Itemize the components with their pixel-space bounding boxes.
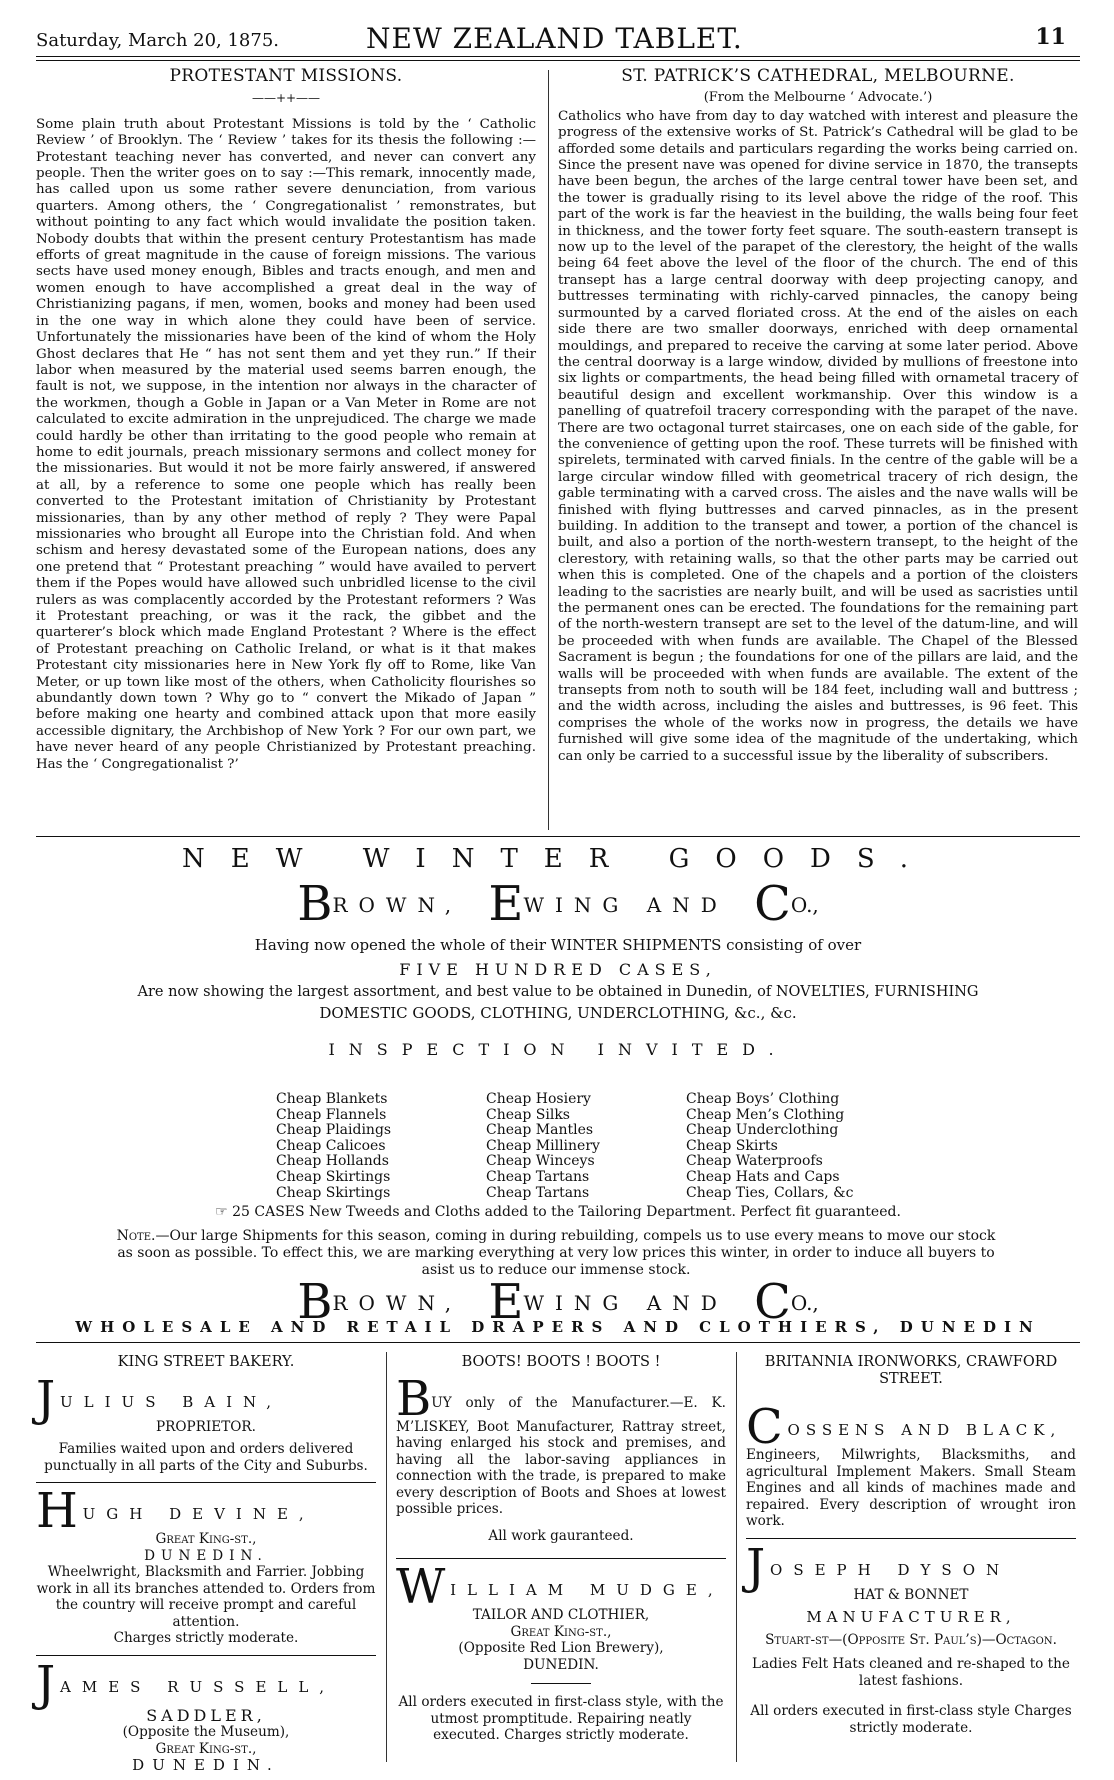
list-item: Cheap Hosiery — [486, 1091, 591, 1107]
dyson-name: J OSEPH DYSON — [746, 1538, 1011, 1595]
list-item: Cheap Underclothing — [686, 1122, 839, 1139]
article-protestant-missions — [36, 68, 536, 773]
ads-column-1 — [36, 1354, 376, 1774]
mudge-trade: TAILOR AND CLOTHIER, — [472, 1607, 650, 1623]
article-heading: ST. PATRICK’S CATHEDRAL, MELBOURNE. — [621, 66, 1015, 86]
ad-divider — [36, 1482, 376, 1483]
devine-charges: Charges strictly moderate. — [113, 1630, 299, 1646]
bain-text: Families waited upon and orders delivered punctually in all parts of the City and Suburbs. — [44, 1441, 368, 1474]
dyson-text-1: Ladies Felt Hats cleaned and re-shaped to the latest fashions. — [752, 1656, 1070, 1689]
list-item: Cheap Skirtings — [276, 1168, 391, 1185]
list-item: Cheap Flannels — [276, 1106, 387, 1123]
list-item: Cheap Millinery — [486, 1137, 600, 1154]
ad-divider — [396, 1558, 726, 1559]
column-divider — [386, 1352, 387, 1762]
note-label: Note. — [116, 1228, 156, 1244]
bain-title: PROPRIETOR. — [156, 1418, 256, 1435]
article-heading: PROTESTANT MISSIONS. — [169, 66, 403, 86]
list-item: Cheap Tartans — [486, 1184, 590, 1201]
bakery-heading: KING STREET BAKERY. — [117, 1354, 295, 1370]
boots-guarantee: All work gauranteed. — [488, 1527, 634, 1544]
list-item: Cheap Tartans — [486, 1168, 590, 1185]
page-number: 11 — [1035, 24, 1066, 50]
section-rule — [36, 1342, 1080, 1343]
devine-address: Great King-st., — [155, 1531, 257, 1547]
list-item: Cheap Men’s Clothing — [686, 1106, 845, 1123]
devine-text: Wheelwright, Blacksmith and Farrier. Jobbing work in all its branches attended to. Orders from the country will receive prompt and careful attention. — [36, 1564, 376, 1630]
column-divider — [548, 70, 549, 830]
article-st-patricks — [558, 68, 1078, 765]
list-item: Cheap Mantles — [486, 1122, 594, 1139]
ads-column-2 — [396, 1354, 726, 1744]
boots-heading: BOOTS! BOOTS ! BOOTS ! — [461, 1354, 661, 1370]
ad-tailoring: ☞ 25 CASES New Tweeds and Cloths added to the Tailoring Department. Perfect fit guaranteed. — [215, 1204, 901, 1220]
cossens-text: Engineers, Milwrights, Blacksmiths, and agricultural Implement Makers. Small Steam Engines and all kinds of machines made and repaired. Every description of wrought iron work. — [746, 1447, 1076, 1529]
dyson-text-2: All orders executed in first-class style Charges strictly moderate. — [750, 1703, 1072, 1736]
ad-line-1: Having now opened the whole of their WINTER SHIPMENTS consisting of over — [254, 936, 862, 954]
devine-city: DUNEDIN. — [144, 1547, 268, 1564]
list-item: Cheap Calicoes — [276, 1137, 386, 1154]
article-source: (From the Melbourne ‘ Advocate.’) — [703, 90, 933, 106]
list-item: Cheap Silks — [486, 1106, 570, 1123]
russell-address-1: (Opposite the Museum), — [122, 1724, 290, 1740]
mudge-name: W ILLIAM MUDGE, — [396, 1559, 724, 1615]
list-item: Cheap Blankets — [276, 1091, 388, 1107]
note-text: —Our large Shipments for this season, coming in during rebuilding, compels us to use every means to move our stock as soon as possible. To effect this, we are marking everything at very low prices this winter, in order to induce all buyers to asist us to reduce our immense stock. — [117, 1228, 996, 1278]
ironworks-heading: BRITANNIA IRONWORKS, CRAWFORD STREET. — [764, 1354, 1058, 1387]
list-item: Cheap Winceys — [486, 1153, 595, 1170]
article-divider: ——++—— — [251, 91, 321, 106]
ad-line-4: DOMESTIC GOODS, CLOTHING, UNDERCLOTHING, &c., &c. — [319, 1004, 797, 1022]
newspaper-page — [36, 18, 1080, 1774]
dyson-trade-1: HAT & BONNET — [853, 1586, 969, 1603]
pointing-hand-icon: ☞ — [215, 1204, 228, 1220]
boots-text: BUY only of the Manufacturer.—E. K. M’LISKEY, Boot Manufacturer, Rattray street, having enlarged his stock and premises, and having all the labor-saving appliances in connection with the trade, is prepared to make every description of Boots and Shoes at lowest possible prices. — [396, 1370, 726, 1517]
article-body: Catholics who have from day to day watched with interest and pleasure the progress of the extensive works of St. Patrick’s Cathedral will be glad to be afforded some details and particulars regarding the works being carried on. Since the present nave was opened for divine service in 1870, the transepts have been begun, the arches of the large central tower have been set, and the tower is gradually rising to its level above the ridge of the roof. This part of the work is far the heaviest in the building, the walls being four feet in thickness, and the tower forty feet square. The south-eastern transept is now up to the level of the parapet of the clerestory, the height of the walls being 64 feet above the level of the floor of the church. The end of this transept has a large central doorway with deep projecting canopy, and buttresses terminating with richly-carved pinnacles, the canopy being surmounted by a carved floriated cross. At the end of the aisles on each side there are two smaller doorways, enriched with deep ornamental mouldings, and prepared to receive the carving at some later period. Above the central doorway is a large window, divided by mullions of freestone into six lights or compartments, the head being filled with ornametal tracery of beautiful design and excellent workmanship. Over this window is a panelling of quatrefoil tracery corresponding with the parapet of the nave. There are two octagonal turret staircases, one on each side of the gable, for the convenience of getting upon the roof. These turrets will be finished with spirelets, terminated with carved finials. In the centre of the gable will be a large circular window filled with geometrical tracery of rich design, the gable terminating with a carved cross. The aisles and the nave walls will be finished with flying buttresses and carved pinnacles, as in the present building. In addition to the transept and tower, a portion of the chancel is built, and also a portion of the north-western transept, to the height of the clerestory, with retaining walls, so that the other parts may be carried out when this is completed. One of the chapels and a portion of the cloisters leading to the sacristies are nearly built, and will be used as sacristies until the permanent ones can be erected. The foundations for the remaining part of the north-western transept are set to the level of the datum-line, and will be proceeded with when funds are available. The Chapel of the Blessed Sacrament is begun ; the foundations for one of the pillars are laid, and the walls will be proceeded with when funds are available. The extent of the transepts from noth to south will be 184 feet, including wall and buttress ; and the width across, including the aisles and buttresses, is 96 feet. This comprises the whole of the works now in progress, the details we have furnished will give some idea of the magnitude of the undertaking, which can only be carried to a successful issue by the liberality of subscribers. — [558, 108, 1078, 764]
ad-inspection: INSPECTION INVITED. — [328, 1040, 788, 1059]
list-item: Cheap Plaidings — [276, 1122, 392, 1139]
list-item: Cheap Skirts — [686, 1137, 778, 1154]
mudge-city: DUNEDIN. — [523, 1656, 599, 1673]
dyson-address: Stuart-st—(Opposite St. Paul’s)—Octagon. — [765, 1631, 1057, 1648]
ad-line-2: FIVE HUNDRED CASES, — [399, 960, 717, 979]
masthead-rule — [36, 56, 1080, 61]
goods-column-2 — [486, 1092, 600, 1201]
ad-footer: WHOLESALE AND RETAIL DRAPERS AND CLOTHIERS, DUNEDIN — [75, 1318, 1041, 1336]
list-item: Cheap Skirtings — [276, 1184, 391, 1201]
list-item: Cheap Boys’ Clothing — [686, 1091, 840, 1107]
dyson-trade-2: MANUFACTURER, — [806, 1608, 1016, 1626]
issue-date: Saturday, March 20, 1875. — [36, 30, 280, 51]
article-body: Some plain truth about Protestant Missions is told by the ‘ Catholic Review ’ of Brooklyn. The ‘ Review ’ takes for its thesis the following :—Protestant teaching never has converted, and never can convert any people. Then the writer goes on to say :—This remark, innocently made, has called upon us some rather severe denunciation, from various quarters. Among others, the ‘ Congregationalist ’ remonstrates, but without pointing to any fact which would invalidate the position taken. Nobody doubts that within the present century Protestantism has made efforts of great magnitude in the cause of foreign missions. The various sects have used money enough, Bibles and tracts enough, and men and women enough to have accomplished a great deal in the way of Christianizing pagans, if men, women, books and money had been used in the one way in which alone they could have been of service. Unfortunately the missionaries have been of the kind of whom the Holy Ghost declares that He “ has not sent them and yet they run.” If their labor when measured by the material used seems barren enough, the fault is not, we suppose, in the intention nor always in the character of the workmen, though a Goble in Japan or a Van Meter in Rome are not calculated to excite admiration in the unprejudiced. The charge we made could hardly be other than irritating to the good people who remain at home to edit journals, preach missionary sermons and collect money for the missionaries. But would it not be more fairly answered, if answered at all, by a reference to some one people which has really been converted to the Protestant imitation of Christianity by Protestant missionaries, than by any other method of reply ? They were Papal missionaries who brought all Europe into the Christian fold. And when schism and heresy devastated some of the European nations, does any one pretend that “ Protestant preaching ” would have availed to pervert them if the Popes would have allowed such unbridled license to the civil rulers as was complacently accorded by the Protestant reformers ? Was it Protestant preaching, or was it the rack, the gibbet and the quarterer’s block which made England Protestant ? Where is the effect of Protestant preaching on Catholic Ireland, or what is it that makes Protestant city missionaries here in New York fly off to Rome, like Van Meter, or up town like most of the others, when Catholicity flourishes so abundantly down town ? Why go to “ convert the Mikado of Japan ” before making one hearty and combined attack upon that more easily accessible dignitary, the Archbishop of New York ? For our own part, we have never heard of any people Christianized by Protestant preaching. Has the ‘ Congregationalist ?’ — [36, 116, 536, 772]
ad-line-3: Are now showing the largest assortment, and best value to be obtained in Dunedin, of NOVELTIES, FURNISHING — [137, 984, 979, 1000]
ad-headline: NEW WINTER GOODS. — [181, 844, 935, 874]
mudge-address-2: (Opposite Red Lion Brewery), — [458, 1640, 664, 1656]
list-item: Cheap Hollands — [276, 1153, 389, 1170]
list-item: Cheap Ties, Collars, &c — [686, 1184, 854, 1201]
russell-address-2: Great King-st., — [155, 1740, 257, 1757]
ad-divider — [746, 1538, 1076, 1539]
russell-city: DUNEDIN. — [132, 1756, 280, 1774]
ad-divider — [531, 1683, 591, 1684]
bain-name: J ULIUS BAIN, — [36, 1370, 282, 1427]
devine-name: H UGH DEVINE, — [36, 1483, 315, 1539]
ad-divider — [36, 1655, 376, 1656]
goods-column-1 — [276, 1092, 391, 1201]
goods-column-3 — [686, 1092, 853, 1201]
ad-firm-name-repeat: BROWN, EWING AND CO., — [297, 1274, 819, 1330]
ads-column-3 — [746, 1354, 1076, 1736]
newspaper-title: NEW ZEALAND TABLET. — [366, 22, 743, 55]
column-divider — [736, 1352, 737, 1762]
ad-firm-name: BROWN, EWING AND CO., — [297, 876, 819, 932]
cossens-name: C OSSENS AND BLACK, — [746, 1399, 1062, 1455]
russell-trade: SADDLER, — [146, 1705, 266, 1725]
mudge-text: All orders executed in first-class style, with the utmost promptitude. Repairing neatly executed. Charges strictly moderate. — [398, 1694, 724, 1743]
section-rule — [36, 836, 1080, 837]
list-item: Cheap Hats and Caps — [686, 1168, 840, 1185]
masthead — [36, 18, 1080, 54]
mudge-address-1: Great King-st., — [510, 1623, 612, 1640]
ad-note — [116, 1228, 996, 1279]
russell-name: J AMES RUSSELL, — [36, 1655, 336, 1712]
list-item: Cheap Waterproofs — [686, 1153, 823, 1170]
